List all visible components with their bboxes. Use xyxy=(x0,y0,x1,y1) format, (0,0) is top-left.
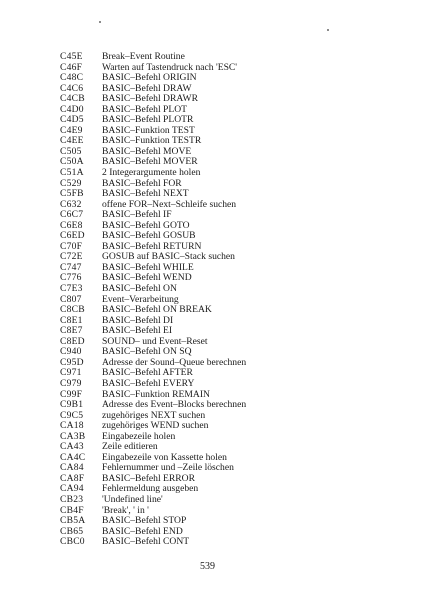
address-cell: CA8F xyxy=(60,472,85,484)
address-cell: C46F xyxy=(60,61,83,73)
description-cell: 'Break', ' in ' xyxy=(102,504,149,516)
address-cell: C70F xyxy=(60,240,83,252)
description-cell: BASIC–Befehl FOR xyxy=(102,177,182,189)
description-cell: offene FOR–Next–Schleife suchen xyxy=(102,198,237,210)
address-cell: CB23 xyxy=(60,493,84,505)
address-cell: CA94 xyxy=(60,483,84,495)
address-cell: CB4F xyxy=(60,504,84,516)
address-cell: C7E3 xyxy=(60,283,83,295)
description-cell: Break–Event Routine xyxy=(102,51,185,62)
description-cell: BASIC–Befehl DI xyxy=(102,314,174,326)
address-cell: C505 xyxy=(60,145,82,157)
address-cell: CA4C xyxy=(60,451,86,463)
address-cell: C9B1 xyxy=(60,399,84,411)
description-cell: Eingabezeile holen xyxy=(102,430,176,442)
description-cell: BASIC–Befehl CONT xyxy=(102,536,190,548)
address-cell: C95D xyxy=(60,356,84,368)
address-cell: CBC0 xyxy=(60,536,85,548)
address-cell: C6E8 xyxy=(60,219,83,231)
description-cell: Adresse der Sound–Queue berechnen xyxy=(102,356,247,368)
address-cell: C4E9 xyxy=(60,124,83,136)
address-cell: C632 xyxy=(60,198,82,210)
address-table xyxy=(60,52,410,548)
description-cell: BASIC–Funktion TESTR xyxy=(102,135,202,147)
description-cell: BASIC–Befehl WEND xyxy=(102,272,192,284)
address-cell: C979 xyxy=(60,377,82,389)
address-cell: CA43 xyxy=(60,441,84,453)
address-cell: CB5A xyxy=(60,515,86,527)
description-cell: GOSUB auf BASIC–Stack suchen xyxy=(102,251,235,263)
description-cell: BASIC–Befehl NEXT xyxy=(102,188,189,200)
description-cell: BASIC–Funktion REMAIN xyxy=(102,388,210,400)
description-cell: Adresse des Event–Blocks berechnen xyxy=(102,399,247,411)
address-cell: C51A xyxy=(60,167,84,179)
address-cell: C4D0 xyxy=(60,103,84,115)
description-cell: BASIC–Befehl GOSUB xyxy=(102,230,196,242)
address-cell: C8E7 xyxy=(60,325,83,337)
description-cell: BASIC–Befehl STOP xyxy=(102,515,187,527)
address-cell: CA84 xyxy=(60,462,84,474)
description-cell: BASIC–Befehl PLOT xyxy=(102,103,188,115)
address-cell: C971 xyxy=(60,367,82,379)
table-row xyxy=(60,400,410,411)
description-cell: Event–Verarbeitung xyxy=(102,293,179,305)
address-cell: C99F xyxy=(60,388,83,400)
address-cell: CA3B xyxy=(60,430,86,442)
print-speck xyxy=(327,29,329,31)
print-speck xyxy=(99,21,101,23)
address-cell: C8CB xyxy=(60,304,85,316)
table-row xyxy=(60,379,410,390)
description-cell: BASIC–Befehl RETURN xyxy=(102,240,202,252)
address-cell: C4EE xyxy=(60,135,84,147)
description-cell: BASIC–Befehl ON xyxy=(102,283,177,295)
description-cell: zugehöriges WEND suchen xyxy=(102,420,209,432)
address-cell: CA18 xyxy=(60,420,84,432)
address-cell: C6ED xyxy=(60,230,85,242)
description-cell: BASIC–Befehl GOTO xyxy=(102,219,190,231)
description-cell: BASIC–Befehl ORIGIN xyxy=(102,72,197,84)
table-row xyxy=(60,537,410,548)
address-cell: C50A xyxy=(60,156,84,168)
address-cell: C747 xyxy=(60,261,82,273)
address-cell: C776 xyxy=(60,272,82,284)
address-cell: C529 xyxy=(60,177,82,189)
description-cell: BASIC–Befehl END xyxy=(102,525,183,537)
description-cell: Fehlermeldung ausgeben xyxy=(102,483,199,495)
description-cell: Zeile editieren xyxy=(102,441,158,453)
address-cell: C807 xyxy=(60,293,82,305)
description-cell: BASIC–Befehl EI xyxy=(102,325,173,337)
address-cell: C9C5 xyxy=(60,409,84,421)
description-cell: 2 Integerargumente holen xyxy=(102,167,201,179)
description-cell: BASIC–Befehl MOVE xyxy=(102,145,192,157)
address-cell: C940 xyxy=(60,346,82,358)
description-cell: BASIC–Befehl WHILE xyxy=(102,261,194,273)
table-row xyxy=(60,495,410,506)
address-cell: C8ED xyxy=(60,335,85,347)
description-cell: SOUND– und Event–Reset xyxy=(102,335,208,347)
table-row xyxy=(60,284,410,295)
description-cell: BASIC–Befehl ERROR xyxy=(102,472,196,484)
description-cell: BASIC–Befehl EVERY xyxy=(102,377,195,389)
address-cell: C8E1 xyxy=(60,314,83,326)
address-cell: C5FB xyxy=(60,188,84,200)
address-cell: C4D5 xyxy=(60,114,84,126)
page-number: 539 xyxy=(200,561,215,572)
description-cell: Warten auf Tastendruck nach 'ESC' xyxy=(102,61,238,73)
description-cell: BASIC–Befehl ON SQ xyxy=(102,346,192,358)
address-cell: C72E xyxy=(60,251,83,263)
table-row xyxy=(60,168,410,179)
table-row xyxy=(60,52,410,63)
description-cell: BASIC–Funktion TEST xyxy=(102,124,195,136)
description-cell: zugehöriges NEXT suchen xyxy=(102,409,206,421)
address-cell: CB65 xyxy=(60,525,84,537)
address-cell: C4CB xyxy=(60,93,85,105)
description-cell: BASIC–Befehl PLOTR xyxy=(102,114,194,126)
description-cell: Fehlernummer und –Zeile löschen xyxy=(102,462,234,474)
description-cell: Eingabezeile von Kassette holen xyxy=(102,451,227,463)
description-cell: BASIC–Befehl AFTER xyxy=(102,367,193,379)
description-cell: BASIC–Befehl DRAWR xyxy=(102,93,198,105)
address-cell: C4C6 xyxy=(60,82,84,94)
address-cell: C6C7 xyxy=(60,209,84,221)
description-cell: 'Undefined line' xyxy=(102,493,163,505)
description-cell: BASIC–Befehl IF xyxy=(102,209,172,221)
description-cell: BASIC–Befehl DRAW xyxy=(102,82,192,94)
description-cell: BASIC–Befehl MOVER xyxy=(102,156,198,168)
description-cell: BASIC–Befehl ON BREAK xyxy=(102,304,212,316)
address-cell: C45E xyxy=(60,51,83,62)
address-cell: C48C xyxy=(60,72,84,84)
